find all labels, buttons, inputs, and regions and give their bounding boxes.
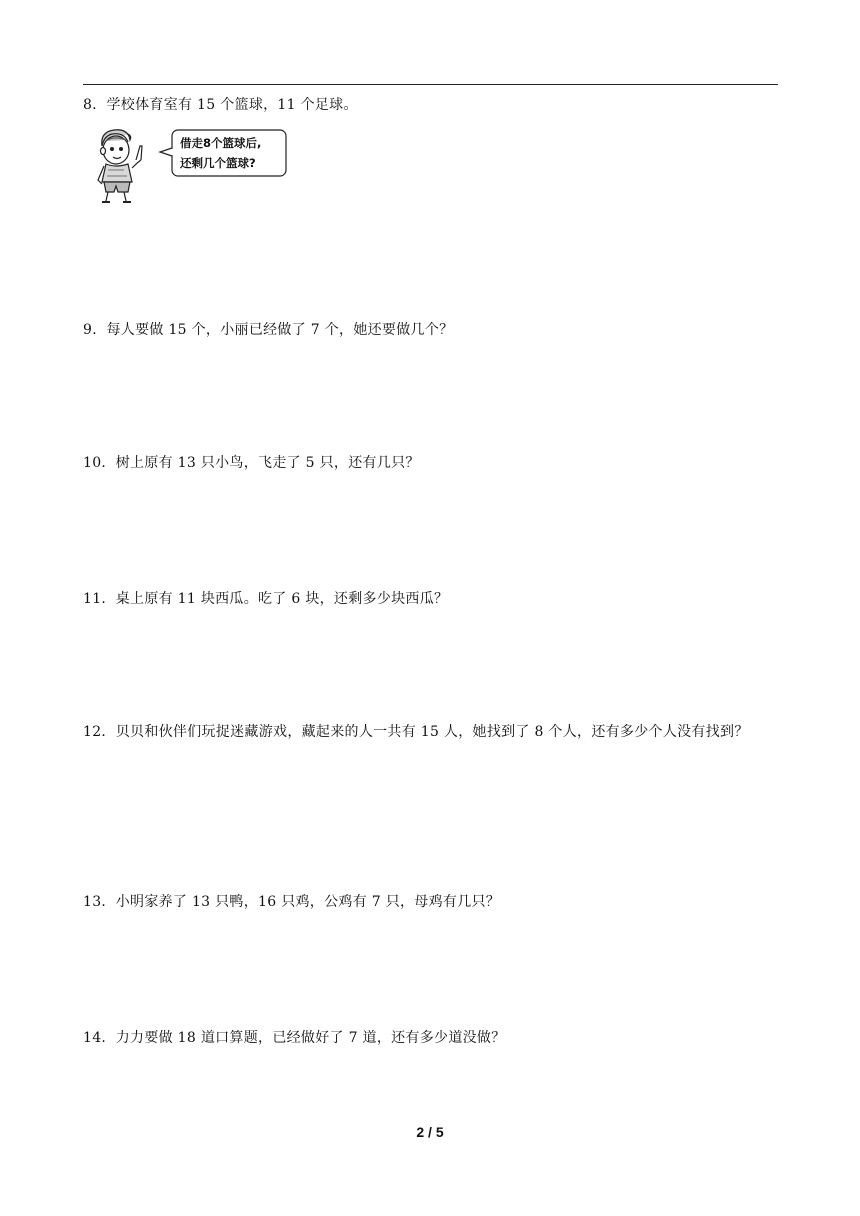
boy-speech-illustration	[94, 126, 289, 204]
boy-figure-icon	[98, 130, 142, 202]
question-10	[83, 448, 783, 478]
bubble-line-2: 还剩几个篮球?	[180, 156, 256, 170]
question-10-text: 10．树上原有 13 只小鸟，飞走了 5 只，还有几只？	[83, 455, 420, 471]
question-9-text: 9．每人要做 15 个，小丽已经做了 7 个，她还要做几个？	[83, 322, 454, 338]
question-13-text: 13．小明家养了 13 只鸭，16 只鸡，公鸡有 7 只，母鸡有几只？	[83, 894, 501, 910]
question-12	[83, 717, 783, 747]
question-9	[83, 315, 783, 345]
boy-with-speech-bubble-image	[94, 126, 289, 204]
header-rule	[83, 84, 778, 85]
question-13	[83, 887, 783, 917]
bubble-line-1: 借走8个篮球后,	[180, 136, 262, 150]
page-number: 2 / 5	[416, 1124, 444, 1140]
question-11-text: 11．桌上原有 11 块西瓜。吃了 6 块，还剩多少块西瓜？	[83, 591, 449, 607]
question-11	[83, 584, 783, 614]
question-12-text: 12．贝贝和伙伴们玩捉迷藏游戏，藏起来的人一共有 15 人，她找到了 8 个人，还有多少个人没有找到？	[83, 724, 749, 740]
question-14-text: 14．力力要做 18 道口算题，已经做好了 7 道，还有多少道没做？	[83, 1030, 506, 1046]
question-8	[83, 90, 783, 120]
question-14	[83, 1023, 783, 1053]
question-8-text: 8．学校体育室有 15 个篮球，11 个足球。	[83, 97, 358, 113]
